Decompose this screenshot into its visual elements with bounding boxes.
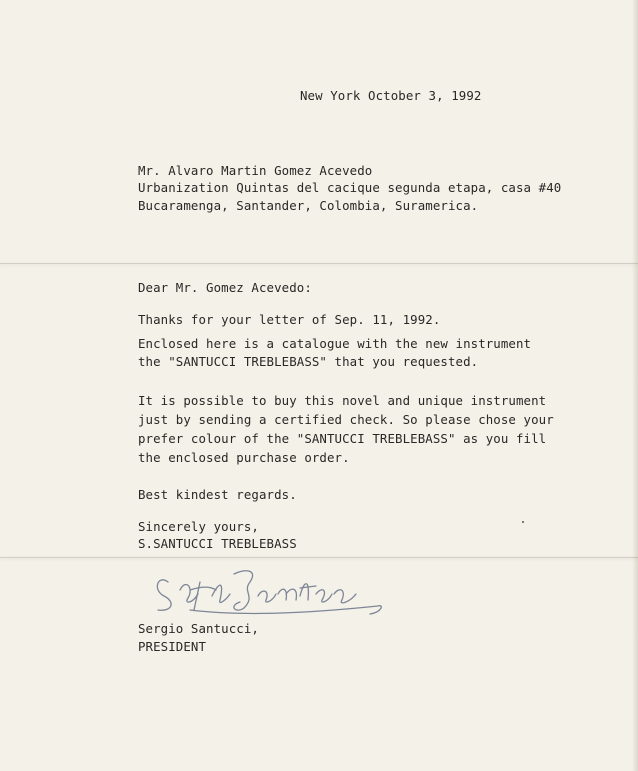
- recipient-address-line2: Bucaramenga, Santander, Colombia, Suramerica.: [138, 198, 479, 213]
- paragraph-2-line: Enclosed here is a catalogue with the new instrument: [138, 336, 532, 351]
- handwritten-signature: [150, 560, 390, 620]
- paragraph-2-line: the "SANTUCCI TREBLEBASS" that you requested.: [138, 354, 479, 369]
- paper-edge-shadow: [632, 0, 638, 771]
- company-name: S.SANTUCCI TREBLEBASS: [138, 536, 297, 551]
- signer-title: PRESIDENT: [138, 639, 207, 654]
- signer-name: Sergio Santucci,: [138, 621, 259, 636]
- letter-date: New York October 3, 1992: [300, 88, 482, 103]
- paper-speck: [522, 521, 524, 523]
- paragraph-3-line: just by sending a certified check. So please chose your: [138, 412, 554, 427]
- paragraph-3-line: prefer colour of the "SANTUCCI TREBLEBASS" as you fill: [138, 431, 547, 446]
- salutation: Dear Mr. Gomez Acevedo:: [138, 280, 312, 295]
- paragraph-3-line: the enclosed purchase order.: [138, 450, 350, 465]
- paragraph-1: Thanks for your letter of Sep. 11, 1992.: [138, 312, 441, 327]
- recipient-name: Mr. Alvaro Martin Gomez Acevedo: [138, 163, 373, 178]
- paper-fold-upper: [0, 263, 638, 264]
- closing-line: Best kindest regards.: [138, 487, 297, 502]
- paragraph-3-line: It is possible to buy this novel and unique instrument: [138, 393, 547, 408]
- sign-off: Sincerely yours,: [138, 519, 259, 534]
- paper-fold-lower: [0, 557, 638, 558]
- recipient-address-line1: Urbanization Quintas del cacique segunda etapa, casa #40: [138, 180, 562, 195]
